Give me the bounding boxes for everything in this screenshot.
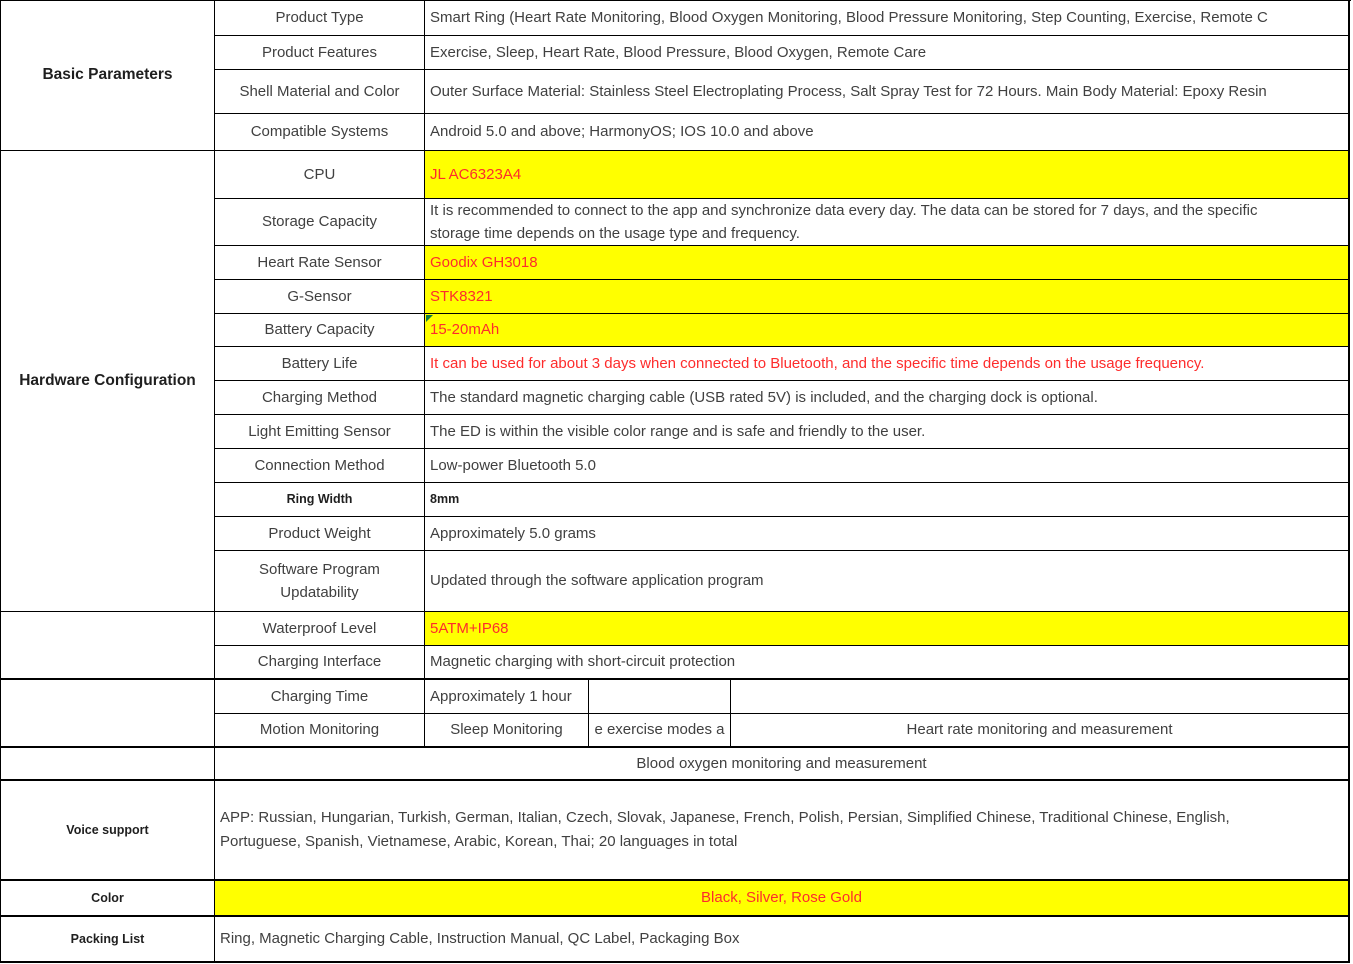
label-motion-monitoring: Motion Monitoring bbox=[215, 714, 425, 748]
value-voice-support bbox=[215, 781, 1350, 881]
label-product-features: Product Features bbox=[215, 36, 425, 70]
label-waterproof-level: Waterproof Level bbox=[215, 612, 425, 646]
category-empty-2 bbox=[1, 680, 215, 748]
category-voice-support: Voice support bbox=[1, 781, 215, 881]
value-storage-capacity-text: It is recommended to connect to the app and synchronize data every day. The data can be stored for 7 days, and the specific storage time depends on the usage type and frequency. bbox=[430, 202, 1258, 242]
value-heart-rate-monitoring: Heart rate monitoring and measurement bbox=[731, 714, 1350, 748]
value-g-sensor: STK8321 bbox=[425, 280, 1350, 314]
category-packing-list: Packing List bbox=[1, 917, 215, 963]
label-charging-method: Charging Method bbox=[215, 381, 425, 415]
value-product-type: Smart Ring (Heart Rate Monitoring, Blood Oxygen Monitoring, Blood Pressure Monitoring, Step Counting, Exercise, Remote C bbox=[425, 1, 1350, 36]
label-heart-rate-sensor: Heart Rate Sensor bbox=[215, 246, 425, 280]
label-shell-material: Shell Material and Color bbox=[215, 70, 425, 114]
label-light-emitting-sensor: Light Emitting Sensor bbox=[215, 415, 425, 449]
battery-capacity-note-marker-icon bbox=[426, 315, 433, 322]
value-blood-oxygen-monitoring: Blood oxygen monitoring and measurement bbox=[215, 748, 1350, 781]
label-compatible-systems: Compatible Systems bbox=[215, 114, 425, 151]
label-battery-capacity: Battery Capacity bbox=[215, 314, 425, 347]
value-product-weight: Approximately 5.0 grams bbox=[425, 517, 1350, 551]
value-battery-life: It can be used for about 3 days when connected to Bluetooth, and the specific time depends on the usage frequency. bbox=[425, 347, 1350, 381]
label-storage-capacity: Storage Capacity bbox=[215, 199, 425, 246]
value-sleep-monitoring: Sleep Monitoring bbox=[425, 714, 589, 748]
value-storage-capacity bbox=[425, 199, 1350, 246]
value-battery-capacity: 15-20mAh bbox=[425, 314, 1350, 347]
label-charging-time: Charging Time bbox=[215, 680, 425, 714]
value-ring-width: 8mm bbox=[425, 483, 1350, 517]
label-product-type: Product Type bbox=[215, 1, 425, 36]
value-compatible-systems: Android 5.0 and above; HarmonyOS; IOS 10.0 and above bbox=[425, 114, 1350, 151]
value-shell-material: Outer Surface Material: Stainless Steel Electroplating Process, Salt Spray Test for 72 Hours. Main Body Material: Epoxy Resin bbox=[425, 70, 1350, 114]
value-charging-method: The standard magnetic charging cable (USB rated 5V) is included, and the charging dock is optional. bbox=[425, 381, 1350, 415]
label-g-sensor: G-Sensor bbox=[215, 280, 425, 314]
label-ring-width: Ring Width bbox=[215, 483, 425, 517]
category-hardware-configuration: Hardware Configuration bbox=[1, 151, 215, 612]
charging-time-empty-cell-2 bbox=[731, 680, 1350, 714]
value-exercise-modes-clipped: e exercise modes a bbox=[589, 714, 731, 748]
value-heart-rate-sensor: Goodix GH3018 bbox=[425, 246, 1350, 280]
label-software-updatability: Software Program Updatability bbox=[215, 551, 425, 612]
label-product-weight: Product Weight bbox=[215, 517, 425, 551]
value-software-updatability: Updated through the software application program bbox=[425, 551, 1350, 612]
category-empty-3 bbox=[1, 748, 215, 781]
value-charging-time: Approximately 1 hour bbox=[425, 680, 589, 714]
value-product-features: Exercise, Sleep, Heart Rate, Blood Pressure, Blood Oxygen, Remote Care bbox=[425, 36, 1350, 70]
label-battery-life: Battery Life bbox=[215, 347, 425, 381]
value-color: Black, Silver, Rose Gold bbox=[215, 881, 1350, 917]
category-basic-parameters: Basic Parameters bbox=[1, 1, 215, 151]
label-connection-method: Connection Method bbox=[215, 449, 425, 483]
charging-time-empty-cell-1 bbox=[589, 680, 731, 714]
value-packing-list: Ring, Magnetic Charging Cable, Instruction Manual, QC Label, Packaging Box bbox=[215, 917, 1350, 963]
value-waterproof-level: 5ATM+IP68 bbox=[425, 612, 1350, 646]
value-charging-interface: Magnetic charging with short-circuit protection bbox=[425, 646, 1350, 680]
category-empty-1 bbox=[1, 612, 215, 680]
category-color: Color bbox=[1, 881, 215, 917]
value-light-emitting-sensor: The ED is within the visible color range and is safe and friendly to the user. bbox=[425, 415, 1350, 449]
value-connection-method: Low-power Bluetooth 5.0 bbox=[425, 449, 1350, 483]
label-cpu: CPU bbox=[215, 151, 425, 199]
value-voice-support-text: APP: Russian, Hungarian, Turkish, German, Italian, Czech, Slovak, Japanese, French, Polish, Persian, Simplified Chinese, Traditional Chinese, English, Portuguese, Spanish, Vietnamese, Arabic, Korean, Thai; 20 languages in total bbox=[220, 809, 1230, 850]
label-charging-interface: Charging Interface bbox=[215, 646, 425, 680]
value-cpu: JL AC6323A4 bbox=[425, 151, 1350, 199]
